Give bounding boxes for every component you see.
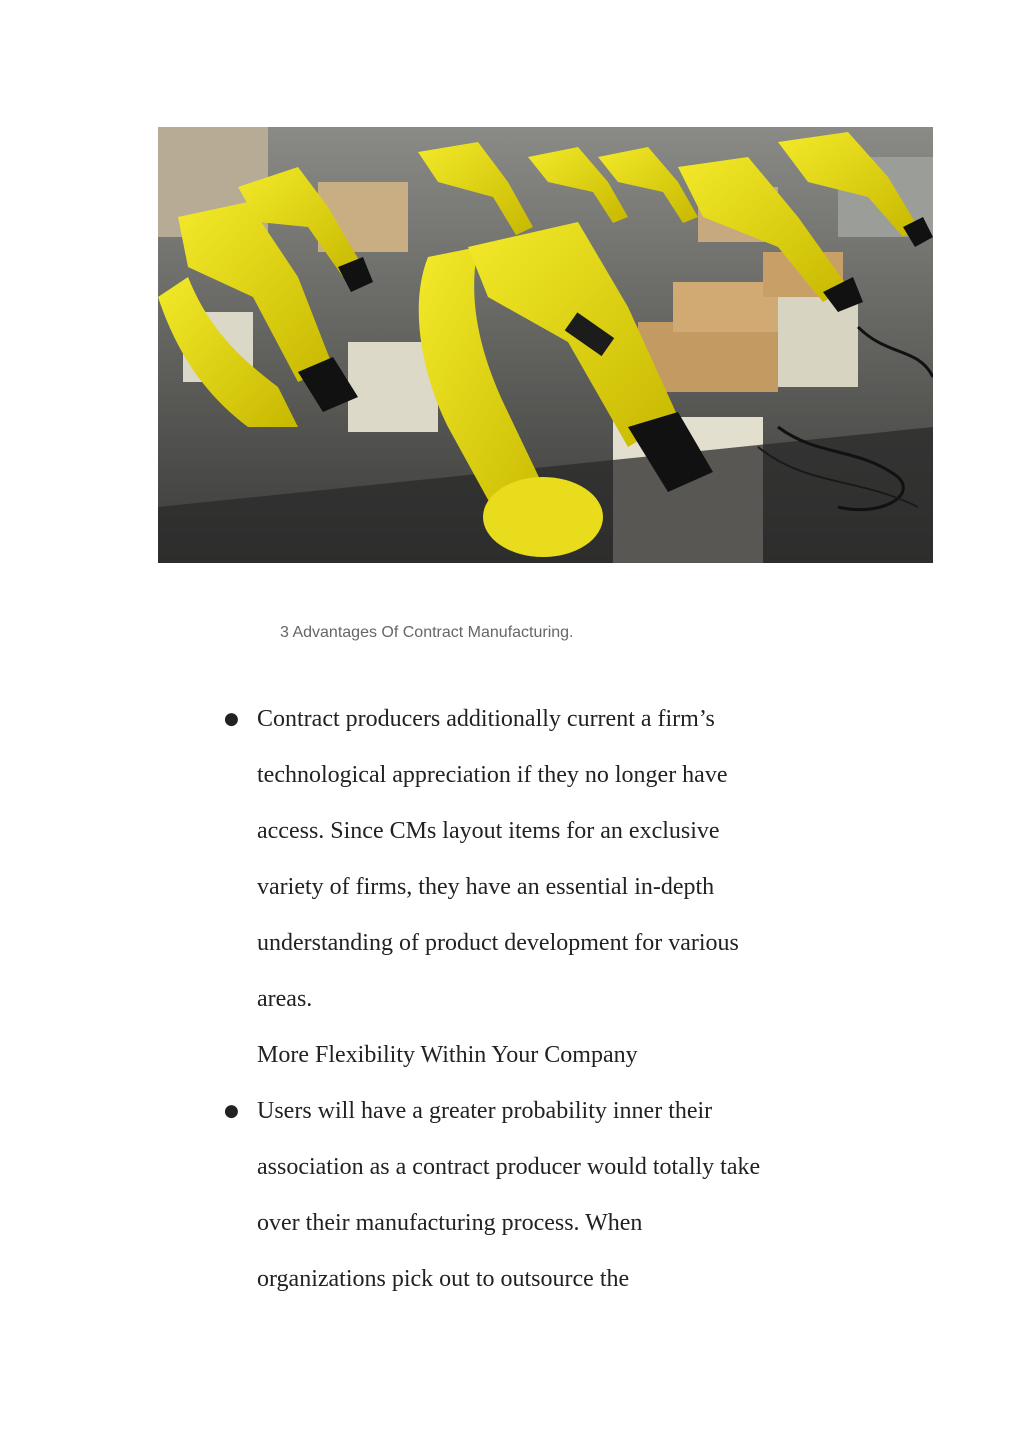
paragraph-2-line-4: organizations pick out to outsource the xyxy=(257,1266,630,1292)
section-heading: More Flexibility Within Your Company xyxy=(257,1042,638,1068)
paragraph-2-line-3: over their manufacturing process. When xyxy=(257,1210,643,1236)
industrial-robot-arms-photo xyxy=(158,127,933,563)
paragraph-2-line-2: association as a contract producer would totally take xyxy=(257,1154,761,1180)
paragraph-1-line-3: access. Since CMs layout items for an exclusive xyxy=(257,818,720,844)
paragraph-1-line-6: areas. xyxy=(257,986,313,1012)
paragraph-2-line-1: Users will have a greater probability inner their xyxy=(257,1098,713,1124)
paragraph-1-line-5: understanding of product development for various xyxy=(257,930,739,956)
image-caption: 3 Advantages Of Contract Manufacturing. xyxy=(280,624,574,641)
paragraph-1-line-4: variety of firms, they have an essential in-depth xyxy=(257,874,715,900)
paragraph-1-line-2: technological appreciation if they no longer have xyxy=(257,762,728,788)
bullet-dot-2: ● xyxy=(224,1101,239,1121)
bullet-dot-1: ● xyxy=(224,709,239,729)
paragraph-1-line-1: Contract producers additionally current a firm’s xyxy=(257,706,715,732)
robot-photo-illustration xyxy=(158,127,933,563)
